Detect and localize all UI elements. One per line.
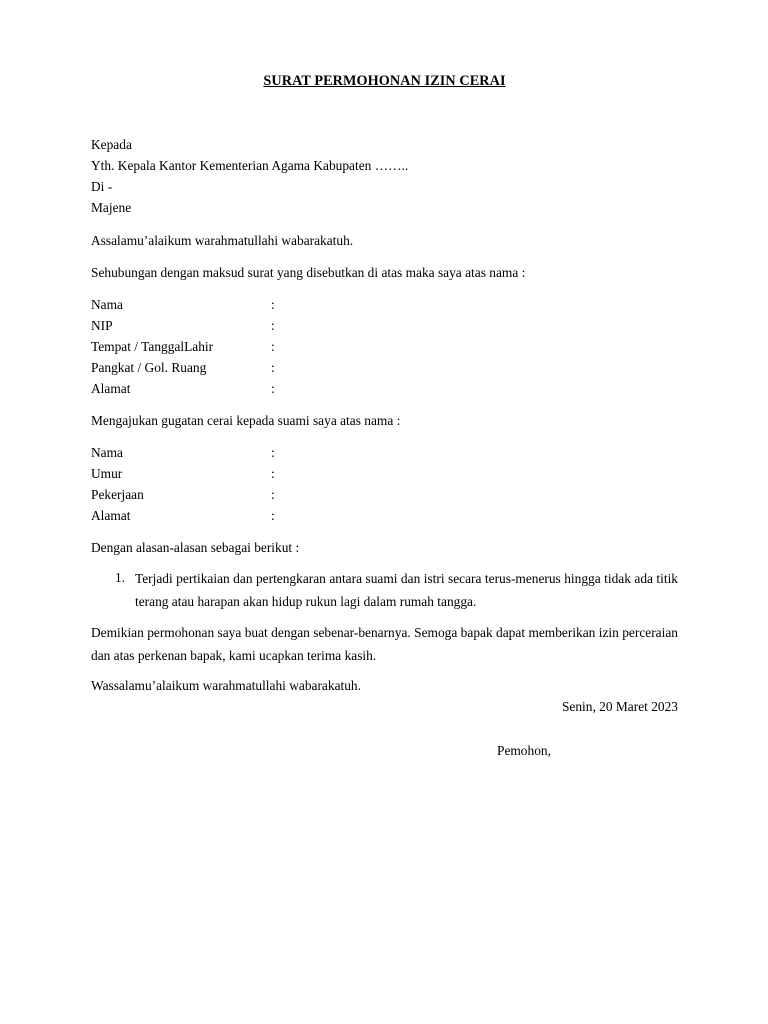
respondent-field-address — [91, 505, 678, 526]
applicant-field-name — [91, 294, 678, 315]
recipient-address — [91, 134, 678, 218]
reason-item — [91, 567, 678, 613]
address-line-city: Majene — [91, 200, 132, 215]
field-colon: : — [271, 360, 275, 375]
field-colon: : — [271, 487, 275, 502]
farewell: Wassalamu’alaikum warahmatullahi wabarakatuh. — [91, 678, 361, 693]
applicant-field-birth — [91, 336, 678, 357]
applicant-fields — [91, 294, 678, 399]
field-label: Pangkat / Gol. Ruang — [91, 360, 207, 375]
field-colon: : — [271, 339, 275, 354]
reasons-intro: Dengan alasan-alasan sebagai berikut : — [91, 540, 300, 555]
respondent-fields — [91, 442, 678, 526]
field-label: Alamat — [91, 508, 131, 523]
greeting: Assalamu’alaikum warahmatullahi wabarakatuh. — [91, 233, 354, 248]
field-label: Alamat — [91, 381, 131, 396]
reason-text: Terjadi pertikaian dan pertengkaran antara suami dan istri secara terus-menerus hingga tidak ada titik terang atau harapan akan hidup rukun lagi dalam rumah tangga. — [135, 571, 678, 609]
respondent-intro: Mengajukan gugatan cerai kepada suami saya atas nama : — [91, 413, 401, 428]
field-label: Tempat / TanggalLahir — [91, 339, 214, 354]
intro-paragraph: Sehubungan dengan maksud surat yang disebutkan di atas maka saya atas nama : — [91, 265, 526, 280]
field-colon: : — [271, 318, 275, 333]
field-label: Pekerjaan — [91, 487, 144, 502]
field-colon: : — [271, 297, 275, 312]
field-label: Nama — [91, 297, 123, 312]
letter-title: SURAT PERMOHONAN IZIN CERAI — [263, 73, 506, 89]
applicant-field-rank — [91, 357, 678, 378]
reason-number: 1. — [114, 570, 125, 585]
field-colon: : — [271, 445, 275, 460]
applicant-field-nip — [91, 315, 678, 336]
field-colon: : — [271, 381, 275, 396]
address-line-kepada: Kepada — [91, 137, 132, 152]
field-label: Nama — [91, 445, 123, 460]
address-line-recipient: Yth. Kepala Kantor Kementerian Agama Kabupaten …….. — [91, 158, 409, 173]
field-label: NIP — [91, 318, 113, 333]
closing-paragraph: Demikian permohonan saya buat dengan sebenar-benarnya. Semoga bapak dapat memberikan izin perceraian dan atas perkenan bapak, kami ucapkan terima kasih. — [91, 625, 678, 663]
field-colon: : — [271, 466, 275, 481]
letter-page — [91, 70, 678, 761]
field-label: Umur — [91, 466, 123, 481]
applicant-field-address — [91, 378, 678, 399]
respondent-field-job — [91, 484, 678, 505]
respondent-field-name — [91, 442, 678, 463]
address-line-di: Di - — [91, 179, 113, 194]
field-colon: : — [271, 508, 275, 523]
respondent-field-age — [91, 463, 678, 484]
signer-label: Pemohon, — [497, 743, 551, 758]
letter-date: Senin, 20 Maret 2023 — [561, 699, 678, 714]
